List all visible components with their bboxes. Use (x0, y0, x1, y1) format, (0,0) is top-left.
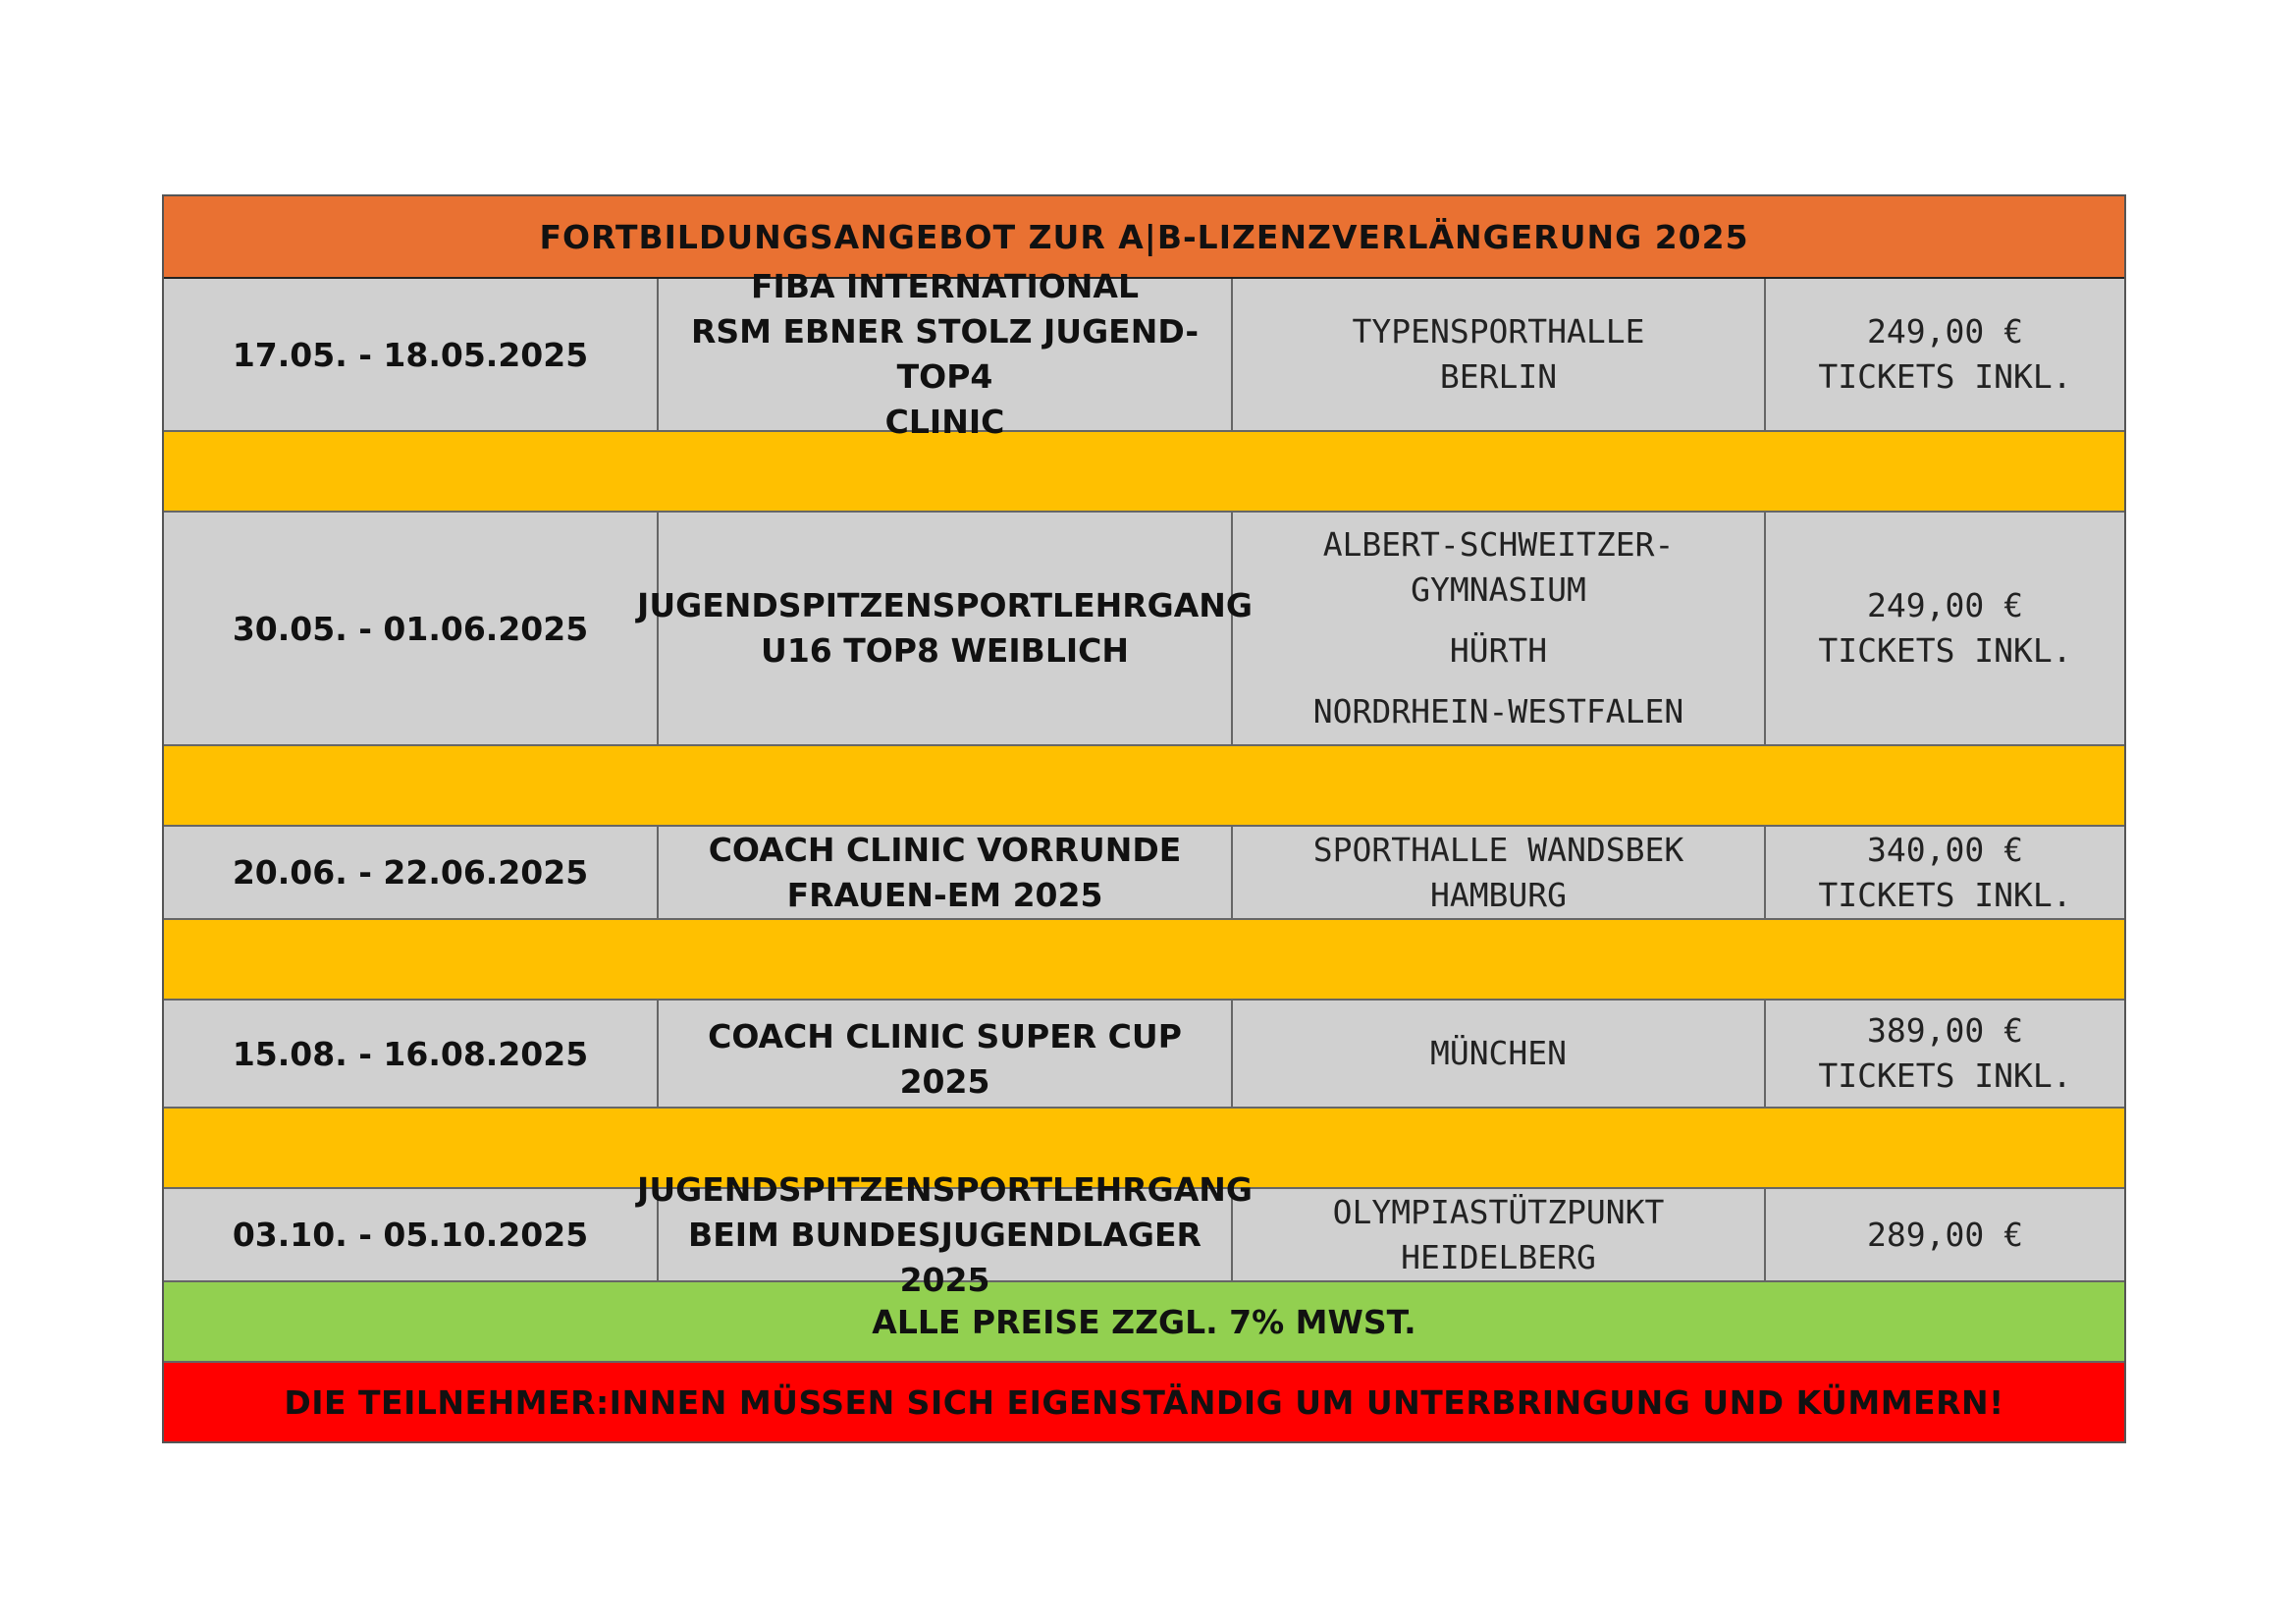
event-row (164, 513, 2124, 746)
event-price (1766, 1189, 2124, 1280)
event-date: 20.06. - 22.06.2025 (164, 827, 659, 918)
event-name-line: BEIM BUNDESJUGENDLAGER 2025 (688, 1215, 1201, 1299)
event-name-line: COACH CLINIC VORRUNDE (708, 830, 1182, 869)
event-date: 30.05. - 01.06.2025 (164, 513, 659, 744)
event-price-value: 340,00 € (1867, 830, 2023, 869)
event-location (1233, 513, 1766, 744)
event-location-line: TYPENSPORTHALLE (1352, 312, 1645, 351)
event-price-value: 249,00 € (1867, 312, 2023, 351)
event-name-line: U16 TOP8 WEIBLICH (761, 631, 1129, 670)
event-date: 15.08. - 16.08.2025 (164, 1001, 659, 1107)
event-price (1766, 513, 2124, 744)
event-price-note: TICKETS INKL. (1818, 1056, 2072, 1095)
event-price-note: TICKETS INKL. (1818, 875, 2072, 914)
event-name (659, 827, 1233, 918)
event-name-line: FRAUEN-EM 2025 (786, 875, 1103, 914)
event-row (164, 1169, 2124, 1299)
event-location-line: HEIDELBERG (1401, 1237, 1596, 1276)
event-location-line: GYMNASIUM (1411, 570, 1586, 609)
course-table (162, 194, 2126, 1443)
event-price-note: TICKETS INKL. (1818, 357, 2072, 396)
event-location (1233, 1001, 1766, 1107)
event-location (1233, 279, 1766, 430)
event-row (164, 827, 2124, 920)
spacer-row (164, 920, 2124, 1001)
price-note: ALLE PREISE ZZGL. 7% MWST. (164, 1282, 2124, 1363)
event-row (164, 1001, 2124, 1109)
event-name (637, 513, 1253, 744)
event-name-line: JUGENDSPITZENSPORTLEHRGANG (637, 586, 1253, 624)
event-price-value: 389,00 € (1867, 1011, 2023, 1050)
event-price-value: 289,00 € (1867, 1215, 2023, 1254)
event-name-line: FIBA INTERNATIONAL (751, 267, 1139, 305)
event-name-line: RSM EBNER STOLZ JUGEND-TOP4 (690, 312, 1200, 396)
event-location (1233, 827, 1766, 918)
spacer-row (164, 746, 2124, 827)
event-location-line: SPORTHALLE WANDSBEK (1312, 830, 1684, 869)
event-location-line: BERLIN (1439, 357, 1558, 396)
event-location-line: HAMBURG (1429, 875, 1568, 914)
accommodation-note: DIE TEILNEHMER:INNEN MÜSSEN SICH EIGENSTÄNDIG UM UNTERBRINGUNG UND KÜMMERN! (164, 1363, 2124, 1441)
event-name (637, 1169, 1253, 1299)
event-location-line: ALBERT-SCHWEITZER- (1322, 525, 1675, 564)
event-location (1233, 1189, 1766, 1280)
event-location-line: OLYMPIASTÜTZPUNKT (1332, 1192, 1665, 1231)
event-row (164, 267, 2124, 441)
event-price (1766, 279, 2124, 430)
event-name (659, 1001, 1233, 1107)
event-name (659, 267, 1233, 441)
table-title: FORTBILDUNGSANGEBOT ZUR A|B-LIZENZVERLÄNGERUNG 2025 (164, 196, 2124, 279)
event-location-line: MÜNCHEN (1429, 1034, 1568, 1072)
event-name-line: JUGENDSPITZENSPORTLEHRGANG (637, 1169, 1253, 1209)
event-location-line: HÜRTH (1449, 631, 1548, 670)
event-price (1766, 1001, 2124, 1107)
event-date: 03.10. - 05.10.2025 (164, 1189, 659, 1280)
event-price-note: TICKETS INKL. (1818, 631, 2072, 670)
event-name-line: COACH CLINIC SUPER CUP 2025 (708, 1017, 1182, 1101)
event-price (1766, 827, 2124, 918)
event-location-line: NORDRHEIN-WESTFALEN (1312, 692, 1684, 731)
event-name-line: CLINIC (884, 403, 1005, 441)
event-date: 17.05. - 18.05.2025 (164, 279, 659, 430)
event-price-value: 249,00 € (1867, 586, 2023, 624)
spacer-row (164, 432, 2124, 513)
